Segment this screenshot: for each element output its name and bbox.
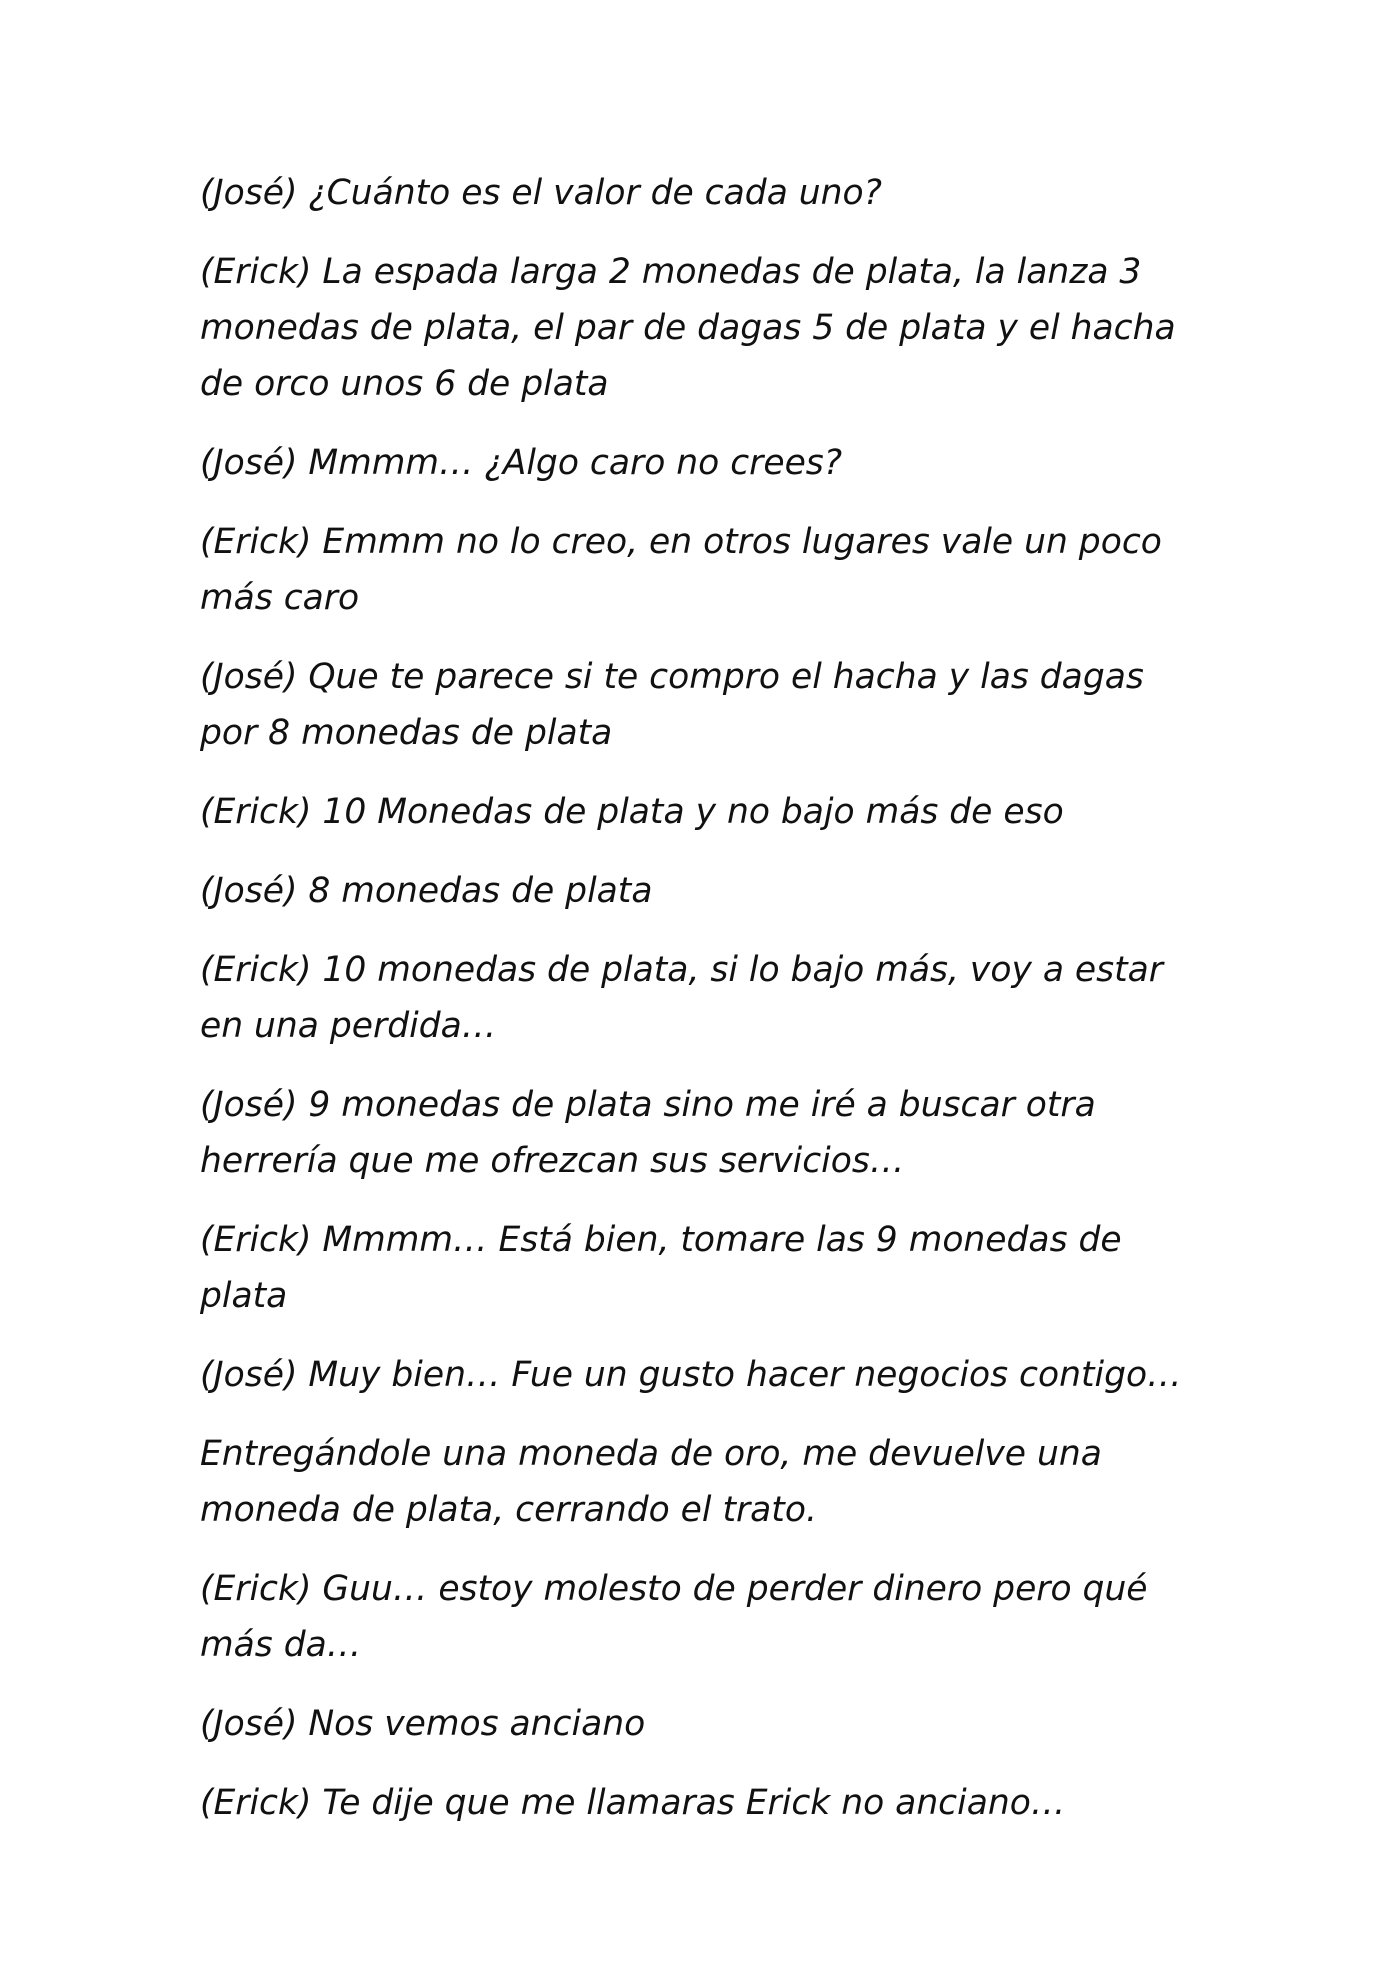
paragraph: (José) 8 monedas de plata — [200, 871, 653, 911]
dialogue-text — [200, 165, 1200, 1854]
paragraph: (Erick) Te dije que me llamaras Erick no anciano… — [200, 1783, 1066, 1823]
paragraph: (Erick) Emmm no lo creo, en otros lugares vale un poco más caro — [200, 522, 1162, 618]
paragraph: (Erick) 10 Monedas de plata y no bajo más de eso — [200, 792, 1064, 832]
paragraph: (José) Mmmm… ¿Algo caro no crees? — [200, 443, 843, 483]
paragraph: (Erick) La espada larga 2 monedas de plata, la lanza 3 monedas de plata, el par de dagas 5 de plata y el hacha de orco unos 6 de plata — [200, 252, 1176, 404]
paragraph: (José) Que te parece si te compro el hacha y las dagas por 8 monedas de plata — [200, 657, 1144, 753]
paragraph: (Erick) Mmmm… Está bien, tomare las 9 monedas de plata — [200, 1220, 1122, 1316]
paragraph: (Erick) Guu… estoy molesto de perder dinero pero qué más da… — [200, 1569, 1148, 1665]
paragraph: (José) Nos vemos anciano — [200, 1704, 646, 1744]
paragraph: (José) ¿Cuánto es el valor de cada uno? — [200, 173, 882, 213]
paragraph: (Erick) 10 monedas de plata, si lo bajo más, voy a estar en una perdida… — [200, 950, 1163, 1046]
paragraph: Entregándole una moneda de oro, me devuelve una moneda de plata, cerrando el trato. — [200, 1434, 1102, 1530]
paragraph: (José) Muy bien… Fue un gusto hacer negocios contigo… — [200, 1355, 1182, 1395]
paragraph: (José) 9 monedas de plata sino me iré a buscar otra herrería que me ofrezcan sus servicios… — [200, 1085, 1096, 1181]
